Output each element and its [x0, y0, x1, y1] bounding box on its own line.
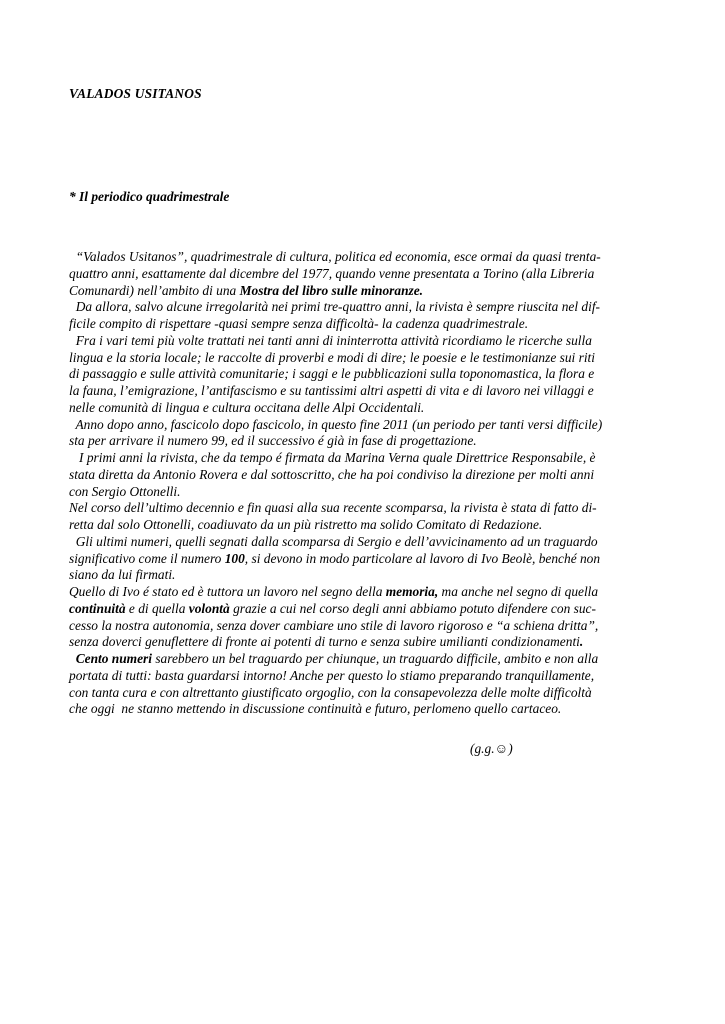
text-line [69, 651, 689, 668]
text-line [69, 283, 689, 300]
text-run: , si devono in modo particolare al lavoro di Ivo Beolè, benché non [244, 550, 601, 566]
text-run: “Valados Usitanos”, quadrimestrale di cultura, politica ed economia, esce ormai da quasi trenta- [69, 249, 601, 264]
author-signature: (g.g.☺) [470, 741, 513, 756]
text-run: ma anche nel segno di quella [438, 584, 599, 599]
bold-text-run: . [579, 634, 584, 650]
text-line [69, 500, 689, 517]
text-run: Anno dopo anno, fascicolo dopo fascicolo, in questo fine 2011 (un periodo per tanti versi difficile) [69, 416, 603, 432]
text-run: con tanta cura e con altrettanto giustificato orgoglio, con la consapevolezza delle molte difficoltà [69, 684, 592, 700]
bold-text-run: volontà [188, 600, 230, 616]
text-run: grazie a cui nel corso degli anni abbiamo potuto difendere con suc- [229, 600, 596, 616]
text-line [69, 450, 689, 467]
text-line [69, 316, 689, 333]
text-run: Quello di Ivo é stato ed è tuttora un lavoro nel segno della [69, 584, 386, 599]
text-run: Da allora, salvo alcune irregolarità nei primi tre-quattro anni, la rivista è sempre riuscita nel dif- [69, 299, 600, 315]
text-line [69, 366, 689, 383]
text-run: e di quella [125, 600, 189, 616]
text-run: I primi anni la rivista, che da tempo é firmata da Marina Verna quale Direttrice Responsabile, è [69, 450, 596, 465]
bold-text-run: Mostra del libro sulle minoranze. [239, 282, 424, 298]
text-run [69, 651, 76, 666]
text-run: sta per arrivare il numero 99, ed il successivo é già in fase di progettazione. [69, 433, 477, 449]
text-run: Gli ultimi numeri, quelli segnati dalla scomparsa di Sergio e dell’avvicinamento ad un traguardo [69, 533, 598, 549]
text-run: nelle comunità di lingua e cultura occitana delle Alpi Occidentali. [69, 399, 425, 415]
text-line [69, 249, 689, 266]
text-line [69, 618, 689, 635]
text-line [69, 685, 689, 702]
text-run: significativo come il numero [69, 550, 225, 566]
text-line [69, 634, 689, 651]
bold-text-run: 100 [224, 550, 245, 566]
text-run: che oggi ne stanno mettendo in discussione continuità e futuro, perlomeno quello cartaceo. [69, 701, 562, 717]
text-run: Fra i vari temi più volte trattati nei tanti anni di ininterrotta attività ricordiamo le ricerche sulla [69, 332, 592, 348]
text-line [69, 333, 689, 350]
text-run: quattro anni, esattamente dal dicembre del 1977, quando venne presentata a Torino (alla Libreria [69, 265, 595, 281]
text-line [69, 534, 689, 551]
text-line [69, 417, 689, 434]
text-line [69, 701, 689, 718]
bold-text-run: continuità [69, 600, 126, 616]
text-run: ficile compito di rispettare -quasi sempre senza difficoltà- la cadenza quadrimestrale. [69, 316, 529, 331]
text-line [69, 266, 689, 283]
text-run: Nel corso dell’ultimo decennio e fin quasi alla sua recente scomparsa, la rivista è stata di fatto di- [69, 500, 597, 516]
text-run: siano da lui firmati. [69, 567, 176, 583]
text-run: la fauna, l’emigrazione, l’antifascismo e su tantissimi altri aspetti di vita e di lavoro nei villaggi e [69, 383, 594, 398]
text-run: portata di tutti: basta guardarsi intorno! Anche per questo lo stiamo preparando tranquillamente, [69, 667, 595, 683]
bold-text-run: memoria, [385, 584, 439, 599]
bold-text-run: Cento numeri [75, 651, 152, 666]
text-run: di passaggio e sulle attività comunitarie; i saggi e le pubblicazioni sulla toponomastica, la flora e [69, 366, 595, 382]
document-title: VALADOS USITANOS [69, 86, 202, 101]
text-line [69, 484, 689, 501]
text-line [69, 350, 689, 367]
article-body [69, 249, 689, 718]
text-run: cesso la nostra autonomia, senza dover cambiare uno stile di lavoro rigoroso e “a schiena dritta”, [69, 617, 599, 633]
text-run: Comunardi) nell’ambito di una [69, 282, 240, 298]
section-heading: * Il periodico quadrimestrale [69, 189, 230, 204]
text-line [69, 433, 689, 450]
text-line [69, 551, 689, 568]
text-run: lingua e la storia locale; le raccolte di proverbi e modi di dire; le poesie e le testimonianze sui riti [69, 349, 595, 365]
text-line [69, 467, 689, 484]
text-run: stata diretta da Antonio Rovera e dal sottoscritto, che ha poi condiviso la direzione per molti anni [69, 466, 595, 482]
text-run: retta dal solo Ottonelli, coadiuvato da un più ristretto ma solido Comitato di Redazione. [69, 517, 543, 532]
text-line [69, 601, 689, 618]
text-line [69, 567, 689, 584]
text-line [69, 517, 689, 534]
text-run: sarebbero un bel traguardo per chiunque, un traguardo difficile, ambito e non alla [151, 651, 599, 666]
text-line [69, 400, 689, 417]
text-run: con Sergio Ottonelli. [69, 483, 181, 499]
text-line [69, 668, 689, 685]
text-line [69, 299, 689, 316]
text-line [69, 383, 689, 400]
text-run: senza doverci genuflettere di fronte ai potenti di turno e senza subire umilianti condizionamenti [69, 634, 580, 650]
text-line [69, 584, 689, 601]
